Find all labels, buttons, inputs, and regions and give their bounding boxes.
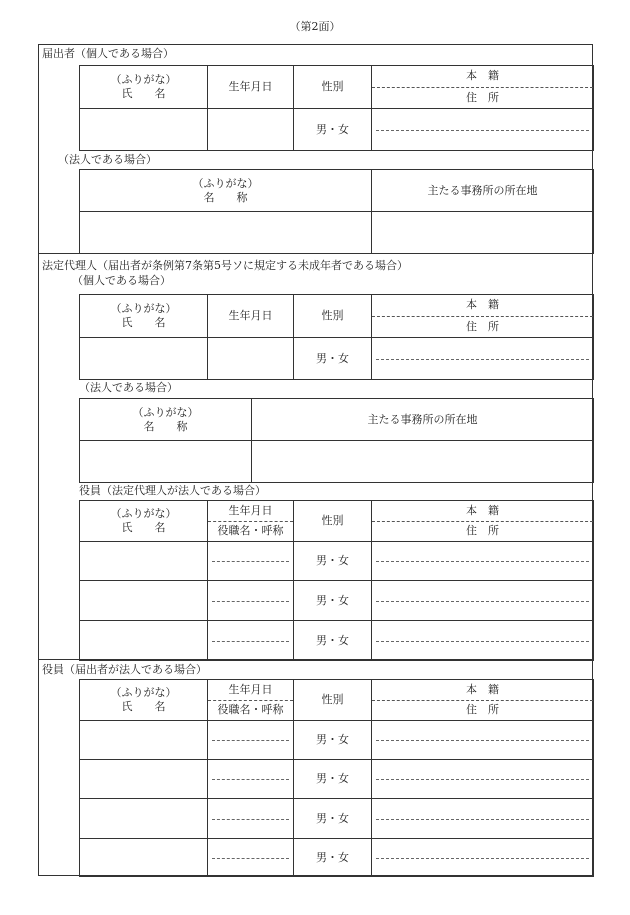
corp-name-field[interactable]	[80, 441, 252, 483]
officer-birthdate-role-field[interactable]	[208, 542, 294, 581]
honseki-label: 本 籍	[372, 66, 593, 88]
officer-birthdate-role-field[interactable]	[208, 621, 294, 661]
officer-name-field[interactable]	[80, 799, 208, 839]
notifier-corporate-table	[79, 169, 594, 254]
gender-choice[interactable]: 男・女	[294, 621, 372, 661]
gender-choice[interactable]: 男・女	[294, 760, 372, 799]
furigana-label: （ふりがな）	[110, 507, 177, 520]
notifier-officers-table	[79, 679, 594, 877]
gender-header: 性別	[294, 501, 372, 542]
address-label: 住 所	[466, 90, 499, 104]
honseki-address-field[interactable]	[372, 581, 594, 621]
legal-rep-officers-table	[79, 500, 594, 661]
honseki-address-header	[372, 66, 594, 109]
section-legal-rep-individual: （個人である場合）	[72, 274, 171, 287]
honseki-address-header	[372, 680, 594, 721]
officer-birthdate-role-field[interactable]	[208, 799, 294, 839]
gender-choice[interactable]: 男・女	[294, 581, 372, 621]
office-location-field[interactable]	[252, 441, 594, 483]
birthdate-header: 生年月日	[208, 295, 294, 338]
honseki-address-field[interactable]	[372, 621, 594, 661]
section-legal-rep-corporate: （法人である場合）	[79, 381, 178, 394]
name-label: 氏 名	[121, 316, 166, 329]
name-label: 氏 名	[121, 87, 166, 100]
birthdate-field[interactable]	[208, 109, 294, 151]
honseki-label: 本 籍	[372, 680, 593, 701]
gender-header: 性別	[294, 680, 372, 721]
honseki-label: 本 籍	[372, 295, 593, 317]
corp-name-label: 名 称	[143, 419, 188, 433]
birthdate-header: 生年月日	[208, 66, 294, 109]
name-header-cell	[80, 295, 208, 338]
birthdate-field[interactable]	[208, 338, 294, 380]
honseki-address-header	[372, 295, 594, 338]
honseki-label: 本 籍	[372, 501, 593, 522]
name-label: 氏 名	[121, 521, 166, 534]
gender-choice[interactable]: 男・女	[294, 109, 372, 151]
section-legal-rep: 法定代理人（届出者が条例第7条第5号ソに規定する未成年者である場合）	[42, 259, 408, 272]
furigana-label: （ふりがな）	[110, 73, 177, 86]
gender-choice[interactable]: 男・女	[294, 338, 372, 380]
office-location-field[interactable]	[372, 212, 594, 254]
officer-name-field[interactable]	[80, 760, 208, 799]
section-legal-rep-officers: 役員（法定代理人が法人である場合）	[79, 484, 266, 497]
birthdate-role-header	[208, 501, 294, 542]
birthdate-label: 生年月日	[208, 680, 293, 701]
officer-birthdate-role-field[interactable]	[208, 839, 294, 877]
corp-name-header	[80, 170, 372, 212]
gender-choice[interactable]: 男・女	[294, 839, 372, 877]
furigana-label: （ふりがな）	[132, 405, 199, 419]
honseki-address-field[interactable]	[372, 721, 594, 760]
address-label: 住 所	[466, 524, 499, 538]
name-field[interactable]	[80, 109, 208, 151]
name-label: 氏 名	[121, 700, 166, 713]
section-notifier-corporate: （法人である場合）	[58, 153, 157, 166]
gender-header: 性別	[294, 295, 372, 338]
birthdate-role-header	[208, 680, 294, 721]
furigana-label: （ふりがな）	[110, 302, 177, 315]
furigana-label: （ふりがな）	[110, 686, 177, 699]
honseki-address-field[interactable]	[372, 799, 594, 839]
birthdate-label: 生年月日	[208, 501, 293, 522]
honseki-address-field[interactable]	[372, 542, 594, 581]
section-notifier-officers: 役員（届出者が法人である場合）	[42, 663, 207, 676]
officer-birthdate-role-field[interactable]	[208, 760, 294, 799]
name-field[interactable]	[80, 338, 208, 380]
honseki-address-field[interactable]	[372, 338, 594, 380]
corp-name-header	[80, 399, 252, 441]
office-location-header: 主たる事務所の所在地	[372, 170, 594, 212]
name-header-cell	[80, 501, 208, 542]
officer-name-field[interactable]	[80, 581, 208, 621]
legal-rep-individual-table	[79, 294, 594, 380]
page-title: （第2面）	[289, 20, 341, 33]
honseki-address-field[interactable]	[372, 109, 594, 151]
honseki-address-header	[372, 501, 594, 542]
honseki-address-field[interactable]	[372, 839, 594, 877]
officer-birthdate-role-field[interactable]	[208, 721, 294, 760]
name-header-cell	[80, 66, 208, 109]
corp-name-label: 名 称	[203, 190, 248, 204]
gender-choice[interactable]: 男・女	[294, 799, 372, 839]
notifier-individual-table	[79, 65, 594, 151]
officer-name-field[interactable]	[80, 839, 208, 877]
honseki-address-field[interactable]	[372, 760, 594, 799]
address-label: 住 所	[466, 703, 499, 717]
corp-name-field[interactable]	[80, 212, 372, 254]
role-title-label: 役職名・呼称	[217, 703, 284, 717]
section-notifier-individual: 届出者（個人である場合）	[42, 47, 174, 60]
gender-header: 性別	[294, 66, 372, 109]
gender-choice[interactable]: 男・女	[294, 542, 372, 581]
role-title-label: 役職名・呼称	[217, 524, 284, 538]
office-location-header: 主たる事務所の所在地	[252, 399, 594, 441]
furigana-label: （ふりがな）	[192, 176, 259, 190]
officer-birthdate-role-field[interactable]	[208, 581, 294, 621]
legal-rep-corporate-table	[79, 398, 594, 483]
gender-choice[interactable]: 男・女	[294, 721, 372, 760]
officer-name-field[interactable]	[80, 721, 208, 760]
officer-name-field[interactable]	[80, 621, 208, 661]
officer-name-field[interactable]	[80, 542, 208, 581]
name-header-cell	[80, 680, 208, 721]
address-label: 住 所	[466, 319, 499, 333]
